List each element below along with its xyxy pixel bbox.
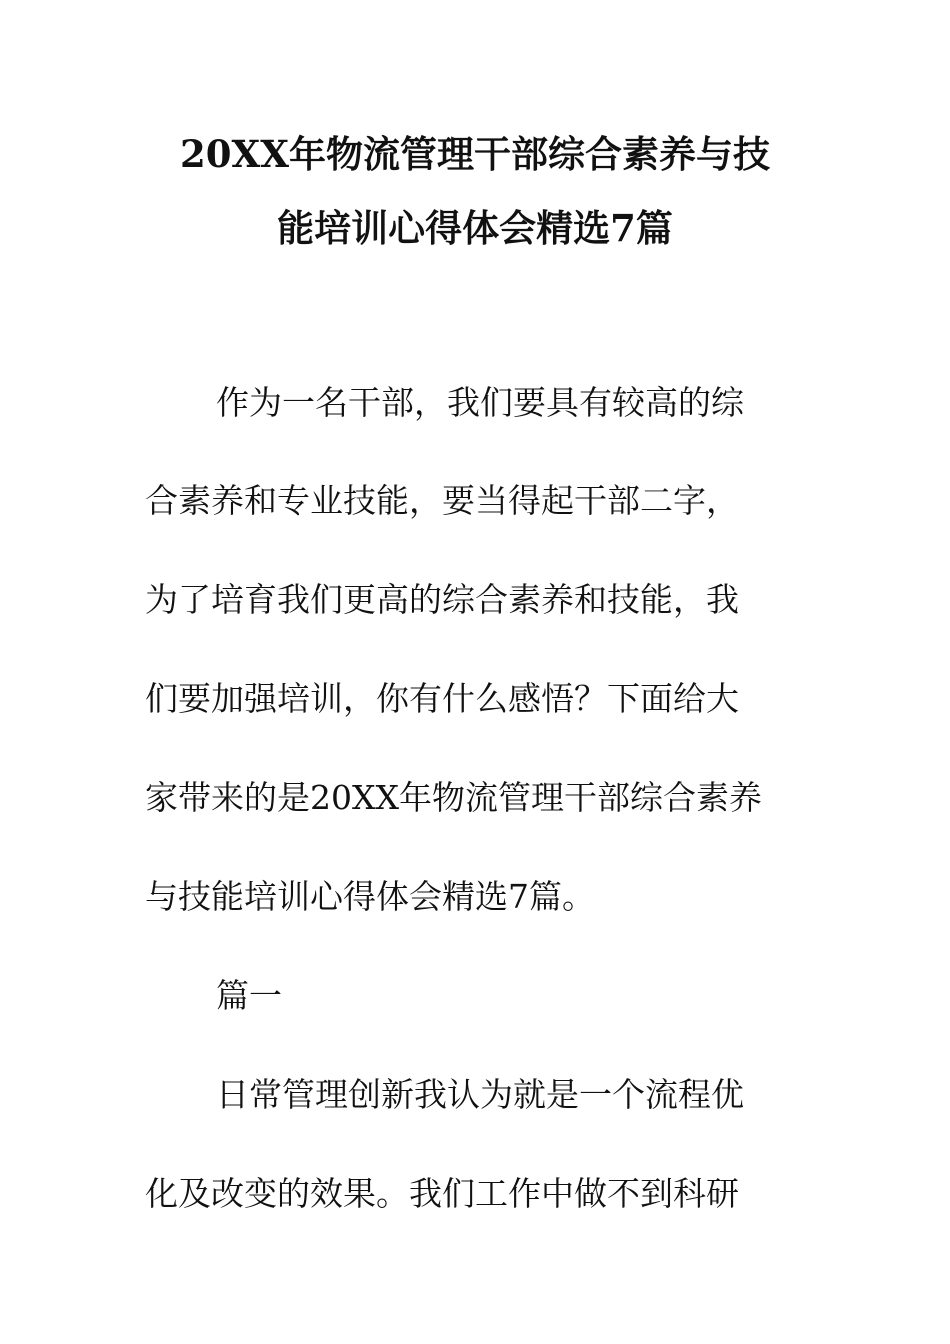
body-line-7: 日常管理创新我认为就是一个流程优 (216, 1075, 744, 1114)
body-line-5: 家带来的是20XX年物流管理干部综合素养 (145, 778, 762, 817)
section-heading-1: 篇一 (216, 976, 282, 1015)
body-line-2: 合素养和专业技能，要当得起干部二字， (145, 481, 739, 520)
document-title-line-1: 20XX年物流管理干部综合素养与技 (180, 132, 770, 176)
document-title-line-2: 能培训心得体会精选7篇 (277, 206, 673, 250)
body-line-4: 们要加强培训，你有什么感悟？下面给大 (145, 679, 739, 718)
body-line-8: 化及改变的效果。我们工作中做不到科研 (145, 1174, 739, 1213)
body-line-1: 作为一名干部，我们要具有较高的综 (216, 383, 744, 422)
body-line-3: 为了培育我们更高的综合素养和技能，我 (145, 580, 739, 619)
body-line-6: 与技能培训心得体会精选7篇。 (145, 877, 595, 916)
